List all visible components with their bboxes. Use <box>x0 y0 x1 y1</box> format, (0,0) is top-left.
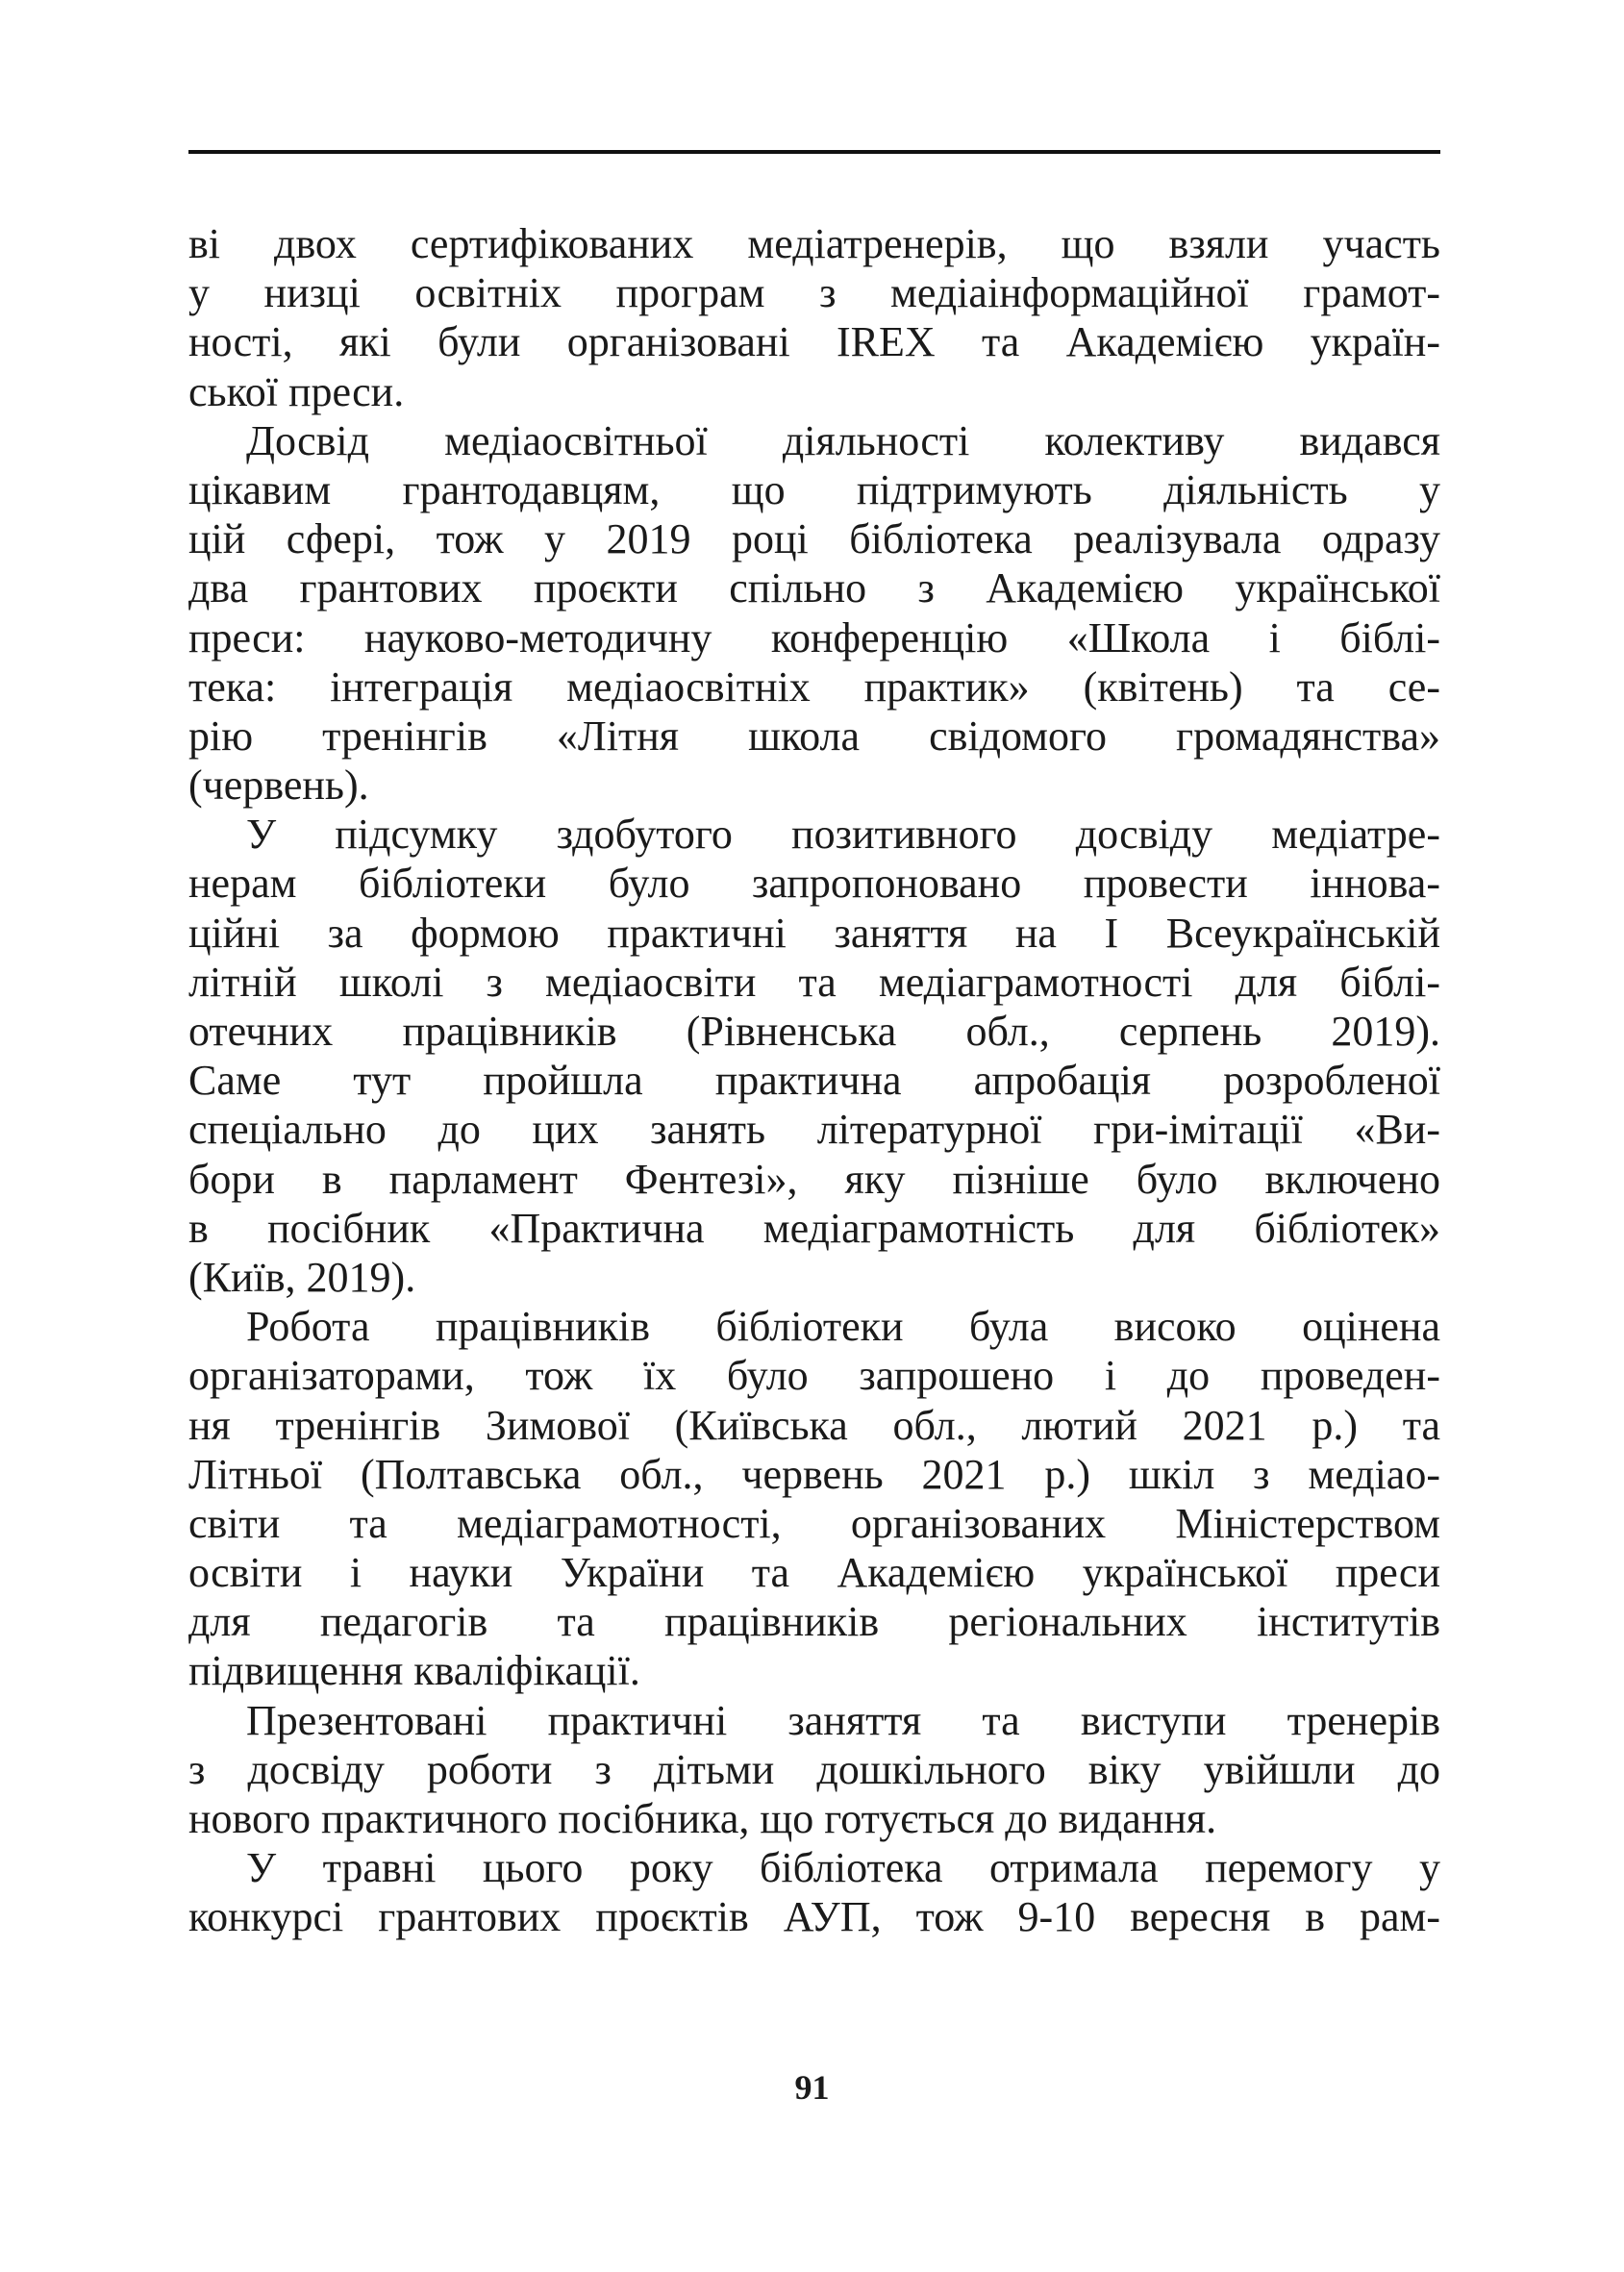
text-line: тека: інтеграція медіаосвітніх практик» (квітень) та се- <box>188 662 1440 711</box>
text-line: Презентовані практичні заняття та виступи тренерів <box>246 1696 1440 1744</box>
text-line: цікавим грантодавцям, що підтримують діяльність у <box>188 465 1440 513</box>
text-line: організаторами, тож їх було запрошено і до проведен- <box>188 1352 1440 1400</box>
text-line: бори в парламент Фентезі», яку пізніше було включено <box>188 1155 1440 1203</box>
text-line: літній школі з медіаосвіти та медіаграмотності для біблі- <box>188 958 1440 1006</box>
text-line: в посібник «Практична медіаграмотність для бібліотек» <box>188 1204 1440 1252</box>
text-line: нового практичного посібника, що готується до видання. <box>188 1795 1217 1842</box>
text-line: Досвід медіаосвітньої діяльності колективу видався <box>246 416 1440 464</box>
text-line: освіти і науки України та Академією української преси <box>188 1549 1440 1597</box>
text-line: ня тренінгів Зимової (Київська обл., лютий 2021 р.) та <box>188 1401 1440 1449</box>
text-line: Саме тут пройшла практична апробація розробленої <box>188 1057 1440 1105</box>
text-line: спеціально до цих занять літературної гри-імітації «Ви- <box>188 1106 1440 1154</box>
page-body-text <box>188 219 1440 1942</box>
page-number: 91 <box>794 2068 830 2107</box>
text-line: з досвіду роботи з дітьми дошкільного віку увійшли до <box>188 1745 1440 1793</box>
text-line: нерам бібліотеки було запропоновано провести іннова- <box>188 860 1440 908</box>
text-line: два грантових проєкти спільно з Академією української <box>188 564 1440 612</box>
text-line: у низці освітніх програм з медіаінформаційної грамот- <box>188 269 1440 317</box>
text-line: цій сфері, тож у 2019 році бібліотека реалізувала одразу <box>188 515 1440 563</box>
text-line: ності, які були організовані IREX та Академією україн- <box>188 318 1440 366</box>
text-line: конкурсі грантових проєктів АУП, тож 9-10 вересня в рам- <box>188 1893 1440 1941</box>
text-line: для педагогів та працівників регіональних інститутів <box>188 1598 1440 1646</box>
text-line: рію тренінгів «Літня школа свідомого громадянства» <box>188 712 1440 760</box>
text-line: У підсумку здобутого позитивного досвіду медіатре- <box>246 811 1440 859</box>
text-line: підвищення кваліфікації. <box>188 1647 640 1695</box>
text-line: ційні за формою практичні заняття на І Всеукраїнській <box>188 909 1440 957</box>
text-line: У травні цього року бібліотека отримала перемогу у <box>246 1844 1440 1892</box>
text-line: Літньої (Полтавська обл., червень 2021 р.) шкіл з медіао- <box>188 1450 1440 1498</box>
text-line: отечних працівників (Рівненська обл., серпень 2019). <box>188 1008 1440 1055</box>
text-line: Робота працівників бібліотеки була високо оцінена <box>246 1303 1440 1351</box>
text-line: преси: науково-методичну конференцію «Школа і біблі- <box>188 613 1440 662</box>
text-line: світи та медіаграмотності, організованих Міністерством <box>188 1499 1440 1547</box>
text-line: ві двох сертифікованих медіатренерів, що взяли участь <box>188 220 1440 267</box>
text-line: (Київ, 2019). <box>188 1253 416 1301</box>
text-line: ської преси. <box>188 367 405 415</box>
header-rule <box>188 150 1440 154</box>
text-line: (червень). <box>188 761 369 810</box>
